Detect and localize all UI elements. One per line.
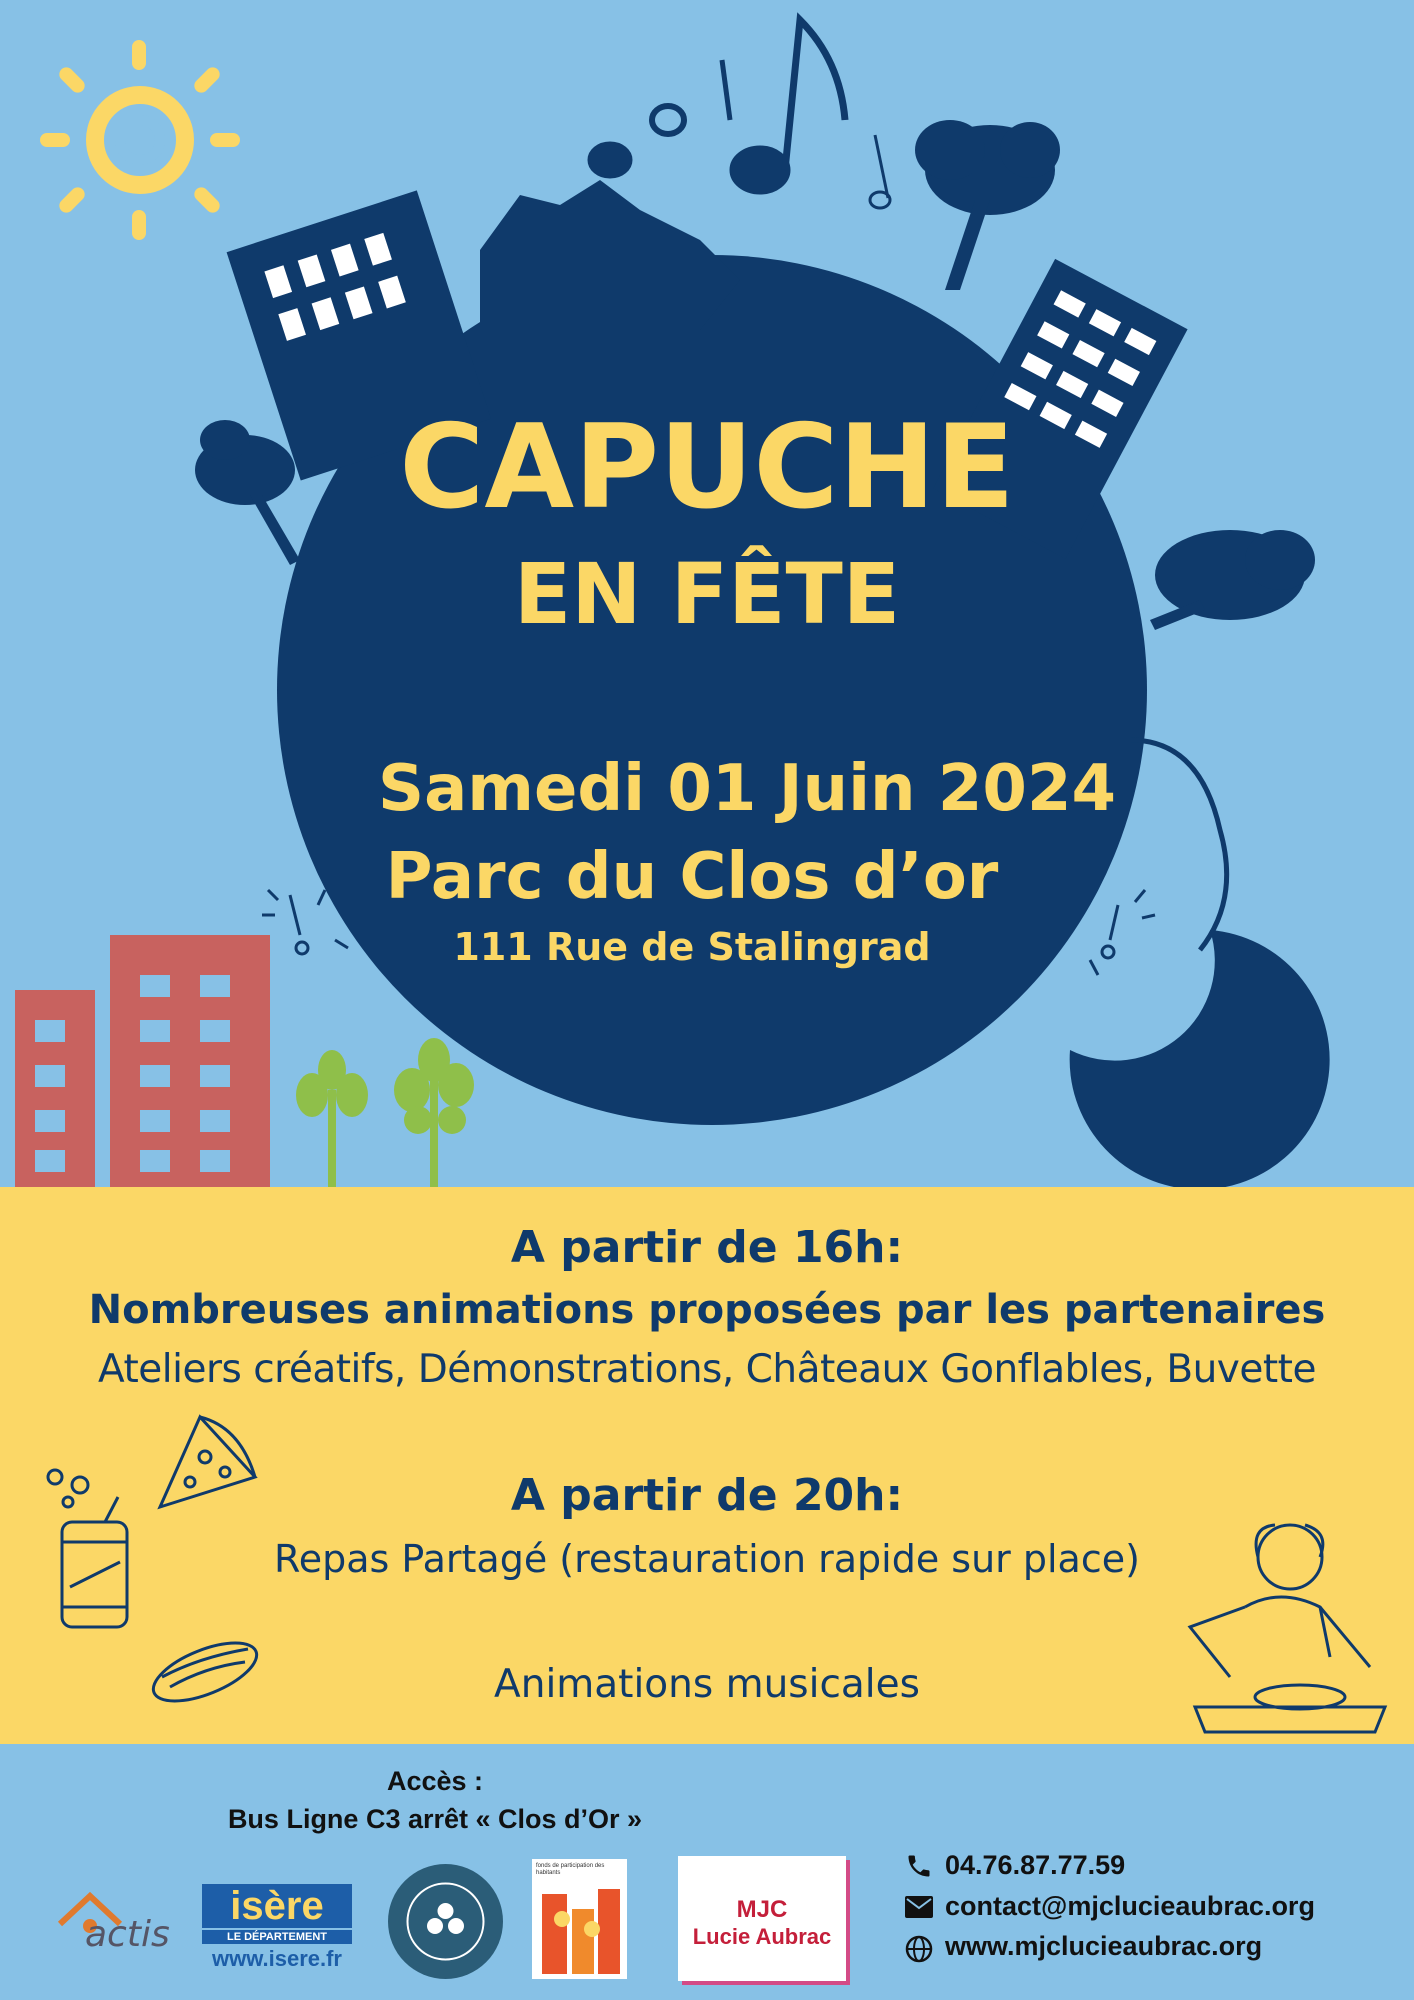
actis-logo	[50, 1884, 180, 1969]
email-address[interactable]: contact@mjclucieaubrac.org	[945, 1891, 1315, 1921]
mjc-lucie-aubrac-logo	[678, 1856, 846, 1981]
event-address: 111 Rue de Stalingrad	[453, 925, 931, 969]
access-label: Accès :	[386, 1766, 484, 1796]
block2-music: Animations musicales	[494, 1662, 920, 1707]
red-buildings	[15, 935, 270, 1187]
isere-logo-text: isère	[202, 1884, 352, 1928]
event-venue: Parc du Clos d’or	[385, 840, 999, 914]
access-bus: Bus Ligne C3 arrêt « Clos d’Or »	[227, 1804, 643, 1834]
website-url[interactable]: www.mjclucieaubrac.org	[945, 1931, 1263, 1961]
block1-time: A partir de 16h:	[510, 1222, 904, 1273]
footer-section	[0, 1744, 1414, 2000]
fonds-participation-logo	[532, 1859, 627, 1979]
sun-icon	[40, 40, 240, 240]
event-date: Samedi 01 Juin 2024	[377, 752, 1117, 826]
isere-logo	[202, 1884, 352, 1969]
actis-logo-text: actis	[85, 1914, 170, 1955]
event-subtitle: EN FÊTE	[513, 545, 901, 643]
phone-icon	[905, 1852, 935, 1882]
program-section	[0, 1187, 1414, 1744]
isere-logo-sub: LE DÉPARTEMENT	[202, 1930, 352, 1944]
event-title: CAPUCHE	[399, 400, 1015, 535]
tree-top-right-icon	[915, 120, 1060, 290]
isere-url: www.isere.fr	[211, 1946, 342, 1971]
grenoble-logo-text	[388, 1964, 503, 1965]
block1-title: Nombreuses animations proposées par les partenaires	[88, 1287, 1326, 1333]
email-icon	[905, 1896, 935, 1920]
block2-meal: Repas Partagé (restauration rapide sur place)	[274, 1537, 1140, 1581]
mjc-logo-line1: MJC	[736, 1896, 788, 1923]
globe-icon	[905, 1935, 935, 1963]
mjc-logo-line2: Lucie Aubrac	[692, 1924, 832, 1949]
fonds-logo-text: fonds de participation des habitants	[536, 1863, 605, 1876]
block1-activities: Ateliers créatifs, Démonstrations, Châteaux Gonflables, Buvette	[98, 1347, 1316, 1392]
block2-time: A partir de 20h:	[510, 1470, 904, 1521]
phone-number[interactable]: 04.76.87.77.59	[945, 1850, 1126, 1880]
grenoble-logo	[388, 1864, 503, 1979]
music-notes-icon	[588, 20, 890, 208]
green-trees-icon	[296, 1038, 474, 1187]
